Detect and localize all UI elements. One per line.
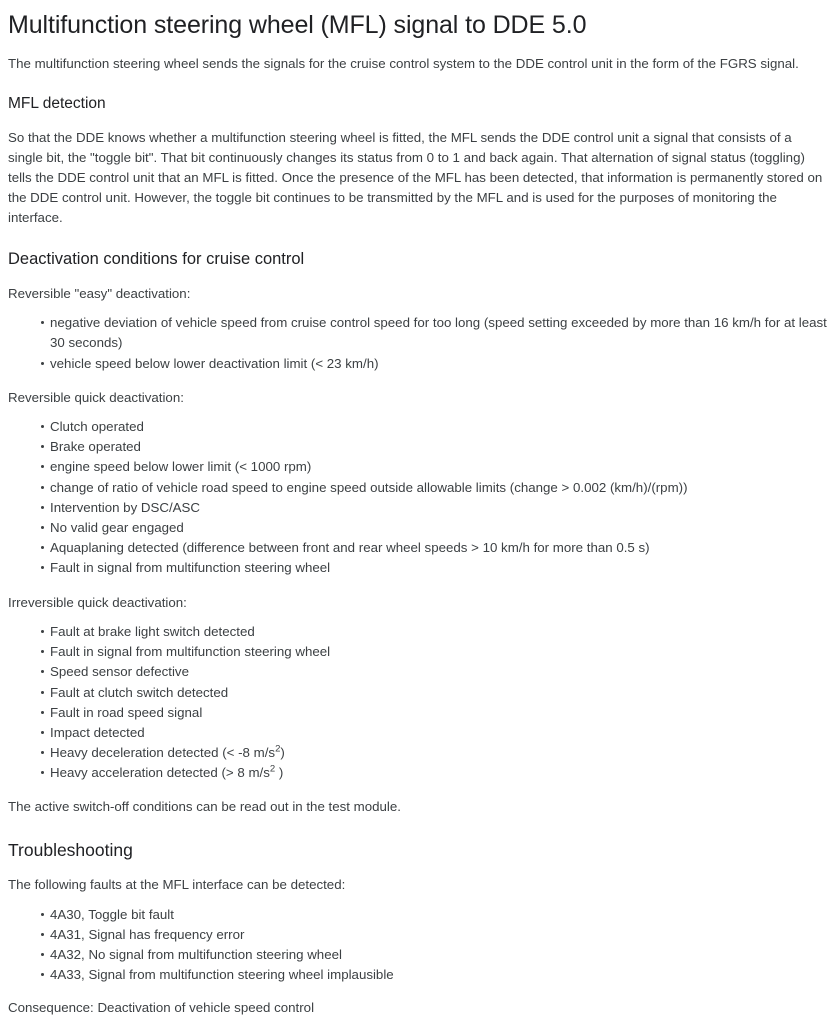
page-title: Multifunction steering wheel (MFL) signal to DDE 5.0 [8,11,587,39]
acceleration-suffix: ) [275,765,284,781]
list-item: 4A30, Toggle bit fault [41,905,829,925]
list-item: Aquaplaning detected (difference between front and rear wheel speeds > 10 km/h for more than 0.5 s) [41,538,829,558]
list-item: Fault in signal from multifunction steering wheel [41,642,829,662]
list-item-heavy-deceleration [41,743,829,763]
heading-deactivation-conditions: Deactivation conditions for cruise control [8,249,305,268]
heading-troubleshooting: Troubleshooting [8,839,133,860]
list-item: engine speed below lower limit (< 1000 rpm) [41,457,829,477]
list-reversible-quick [8,417,829,579]
list-item: change of ratio of vehicle road speed to engine speed outside allowable limits (change > 0.002 (km/h)/(rpm)) [41,478,829,498]
lead-in-reversible-easy: Reversible "easy" deactivation: [8,286,191,302]
troubleshooting-consequence: Consequence: Deactivation of vehicle speed control [8,1000,315,1016]
lead-in-irreversible-quick: Irreversible quick deactivation: [8,594,187,610]
list-item: 4A32, No signal from multifunction steering wheel [41,945,829,965]
deceleration-text: Heavy deceleration detected (< -8 m/s [50,745,276,761]
deceleration-suffix: ) [280,745,285,761]
list-item-heavy-acceleration [41,763,829,783]
list-item: Impact detected [41,723,829,743]
list-item: 4A33, Signal from multifunction steering wheel implausible [41,965,829,985]
list-item: Fault in road speed signal [41,703,829,723]
list-reversible-easy [8,313,829,374]
list-item: Fault in signal from multifunction steering wheel [41,558,829,578]
deactivation-closing-note: The active switch-off conditions can be read out in the test module. [8,798,401,814]
deceleration-superscript: 2 [275,743,281,755]
list-fault-codes [8,905,829,986]
lead-in-troubleshooting: The following faults at the MFL interface can be detected: [8,877,346,893]
list-item: vehicle speed below lower deactivation limit (< 23 km/h) [41,354,829,374]
list-item: Intervention by DSC/ASC [41,498,829,518]
list-item: Clutch operated [41,417,829,437]
list-irreversible-quick [8,622,829,784]
acceleration-text: Heavy acceleration detected (> 8 m/s [50,765,270,781]
list-item: No valid gear engaged [41,518,829,538]
intro-paragraph: The multifunction steering wheel sends the signals for the cruise control system to the DDE control unit in the form of the FGRS signal. [8,56,799,72]
list-item: Brake operated [41,437,829,457]
lead-in-reversible-quick: Reversible quick deactivation: [8,389,184,405]
acceleration-superscript: 2 [269,763,276,775]
list-item: Fault at brake light switch detected [41,622,829,642]
list-item: Fault at clutch switch detected [41,683,829,703]
list-item: 4A31, Signal has frequency error [41,925,829,945]
heading-mfl-detection: MFL detection [8,95,106,113]
list-item: negative deviation of vehicle speed from cruise control speed for too long (speed setting exceeded by more than 16 km/h for at least 30 seconds) [41,313,829,353]
mfl-detection-paragraph: So that the DDE knows whether a multifunction steering wheel is fitted, the MFL sends the DDE control unit a signal that consists of a single bit, the "toggle bit". That bit continuously changes its status from 0 to 1 and back again. That alternation of signal status (toggling) tells the DDE control unit that an MFL is fitted. Once the presence of the MFL has been detected, that information is permanently stored on the DDE control unit. However, the toggle bit continues to be transmitted by the MFL and is used for the purposes of monitoring the interface. [8,129,823,226]
list-item: Speed sensor defective [41,662,829,682]
